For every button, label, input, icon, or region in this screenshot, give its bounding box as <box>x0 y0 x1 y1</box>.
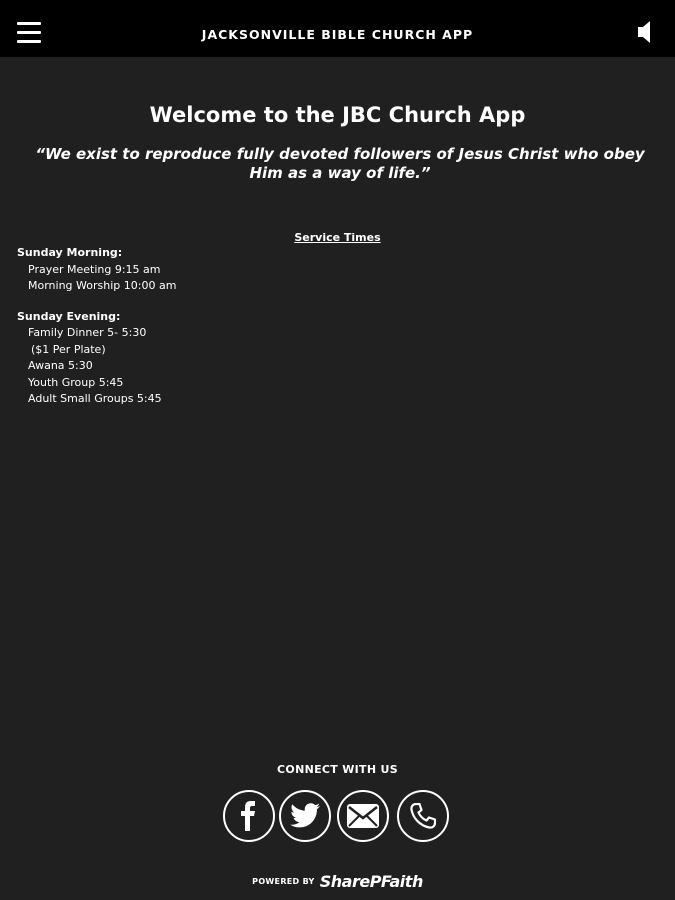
social-links <box>223 790 453 842</box>
twitter-icon <box>290 803 320 829</box>
schedule-item: Awana 5:30 <box>28 359 93 372</box>
schedule-item-note: ($1 Per Plate) <box>31 342 106 356</box>
powered-by-label: POWERED BY <box>252 877 315 886</box>
app-title: JACKSONVILLE BIBLE CHURCH APP <box>201 27 474 42</box>
schedule-item: Family Dinner 5- 5:30 <box>28 326 147 339</box>
schedule-item: Morning Worship 10:00 am <box>28 279 177 292</box>
mission-statement: “We exist to reproduce fully devoted followers of Jesus Christ who obey Him as a way of life.” <box>35 145 645 182</box>
schedule-item: Adult Small Groups 5:45 <box>28 392 162 405</box>
top-app-bar <box>0 0 675 57</box>
facebook-button[interactable] <box>223 790 275 842</box>
sunday-morning-label: Sunday Morning: <box>17 246 123 259</box>
service-schedule <box>17 245 176 408</box>
service-times-heading: Service Times <box>294 231 381 244</box>
schedule-item: Youth Group 5:45 <box>28 375 124 389</box>
sunday-evening-label: Sunday Evening: <box>17 309 121 323</box>
powered-by-footer <box>0 871 675 891</box>
phone-icon <box>410 803 436 829</box>
email-icon <box>347 804 379 828</box>
phone-button[interactable] <box>397 790 449 842</box>
welcome-heading: Welcome to the JBC Church App <box>149 103 526 127</box>
sharefaith-logo: SharePFaith <box>319 872 423 891</box>
twitter-button[interactable] <box>279 790 331 842</box>
connect-heading: CONNECT WITH US <box>277 763 398 776</box>
email-button[interactable] <box>337 790 389 842</box>
facebook-icon <box>236 801 262 831</box>
speaker-icon[interactable] <box>636 19 656 45</box>
schedule-item: Prayer Meeting 9:15 am <box>28 262 161 276</box>
